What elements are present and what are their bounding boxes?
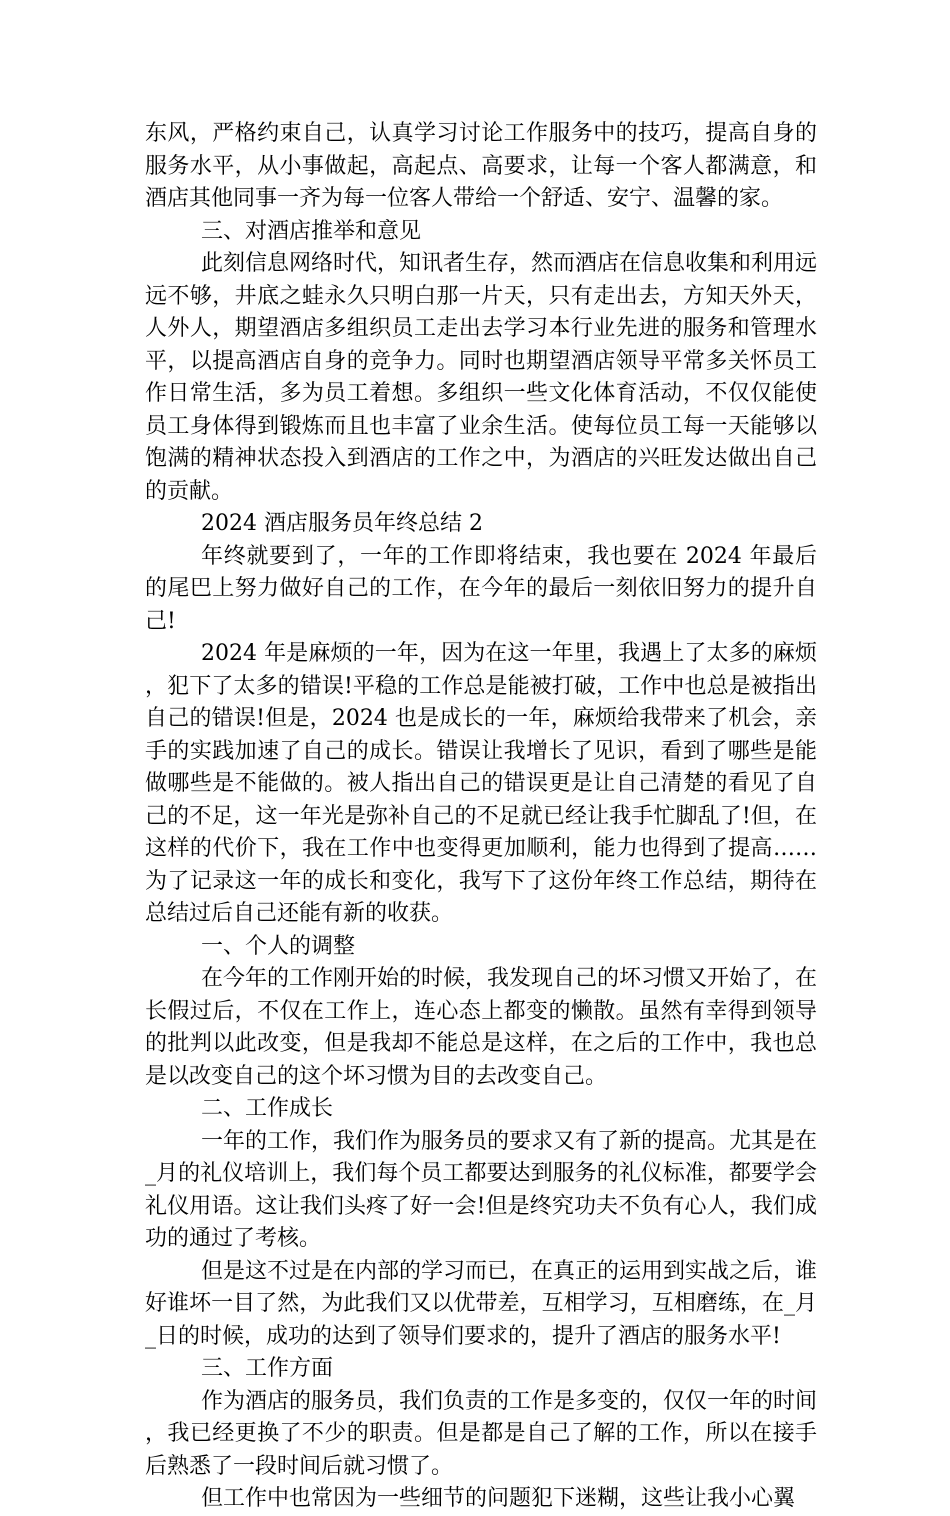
section-heading-personal-adjustment: 一、个人的调整 (201, 933, 356, 959)
paragraph-suggestions-body: 此刻信息网络时代，知讯者生存，然而酒店在信息收集和利用远远不够，井底之蛙永久只明白那一片天，只有走出去，方知天外天，人外人，期望酒店多组织员工走出去学习本行业先进的服务和管理水平，以提高酒店自身的竞争力。同时也期望酒店领导平常多关怀员工作日常生活，多为员工着想。多组织一些文化体育活动，不仅仅能使员工身体得到锻炼而且也丰富了业余生活。使每位员工每一天能够以饱满的精神状态投入到酒店的工作之中，为酒店的兴旺发达做出自己的贡献。 (145, 251, 818, 504)
section-heading-work-aspects: 三、工作方面 (201, 1356, 334, 1381)
document-title-2: 2024 酒店服务员年终总结 2 (201, 511, 483, 536)
paragraph-troublesome-year: 2024 年是麻烦的一年，因为在这一年里，我遇上了太多的麻烦，犯下了太多的错误!平稳的工作总是能被打破，工作中也总是被指出自己的错误!但是，2024 也是成长的一年，麻烦给我带来了机会，亲手的实践加速了自己的成长。错误让我增长了见识，看到了哪些是能做哪些是不能做的。被人指出自己的错误更是让自己清楚的看见了自己的不足，这一年光是弥补自己的不足就已经让我手忙脚乱了!但，在这样的代价下，我在工作中也变得更加顺利，能力也得到了提高……为了记录这一年的成长和变化，我写下了这份年终工作总结，期待在总结过后自己还能有新的收获。 (145, 641, 817, 926)
paragraph-personal-adjustment: 在今年的工作刚开始的时候，我发现自己的坏习惯又开始了，在长假过后，不仅在工作上，连心态上都变的懒散。虽然有幸得到领导的批判以此改变，但是我却不能总是这样，在之后的工作中，我也总是以改变自己的这个坏习惯为目的去改变自己。 (145, 966, 818, 1089)
paragraph-work-growth-1: 一年的工作，我们作为服务员的要求又有了新的提高。尤其是在_月的礼仪培训上，我们每个员工都要达到服务的礼仪标准，都要学会礼仪用语。这让我们头疼了好一会!但是终究功夫不负有心人，我们成功的通过了考核。 (145, 1128, 818, 1251)
section-heading-work-growth: 二、工作成长 (201, 1096, 334, 1121)
paragraph-work-aspects-1: 作为酒店的服务员，我们负责的工作是多变的，仅仅一年的时间，我已经更换了不少的职责。但是都是自己了解的工作，所以在接手后熟悉了一段时间后就习惯了。 (145, 1388, 818, 1479)
document-page (145, 118, 817, 1516)
section-heading-suggestions: 三、对酒店推举和意见 (201, 218, 422, 244)
paragraph-work-aspects-2: 但工作中也常因为一些细节的问题犯下迷糊，这些让我小心翼 (201, 1486, 796, 1511)
paragraph-year-end-intro: 年终就要到了，一年的工作即将结束，我也要在 2024 年最后的尾巴上努力做好自己的工作，在今年的最后一刻依旧努力的提升自己! (145, 543, 817, 634)
paragraph-continuation: 东风，严格约束自己，认真学习讨论工作服务中的技巧，提高自身的服务水平，从小事做起，高起点、高要求，让每一个客人都满意，和酒店其他同事一齐为每一位客人带给一个舒适、安宁、温馨的家。 (145, 121, 817, 211)
paragraph-work-growth-2: 但是这不过是在内部的学习而已，在真正的运用到实战之后，谁好谁坏一目了然，为此我们又以优带差，互相学习，互相磨练，在_月_日的时候，成功的达到了领导们要求的，提升了酒店的服务水平! (145, 1258, 818, 1349)
